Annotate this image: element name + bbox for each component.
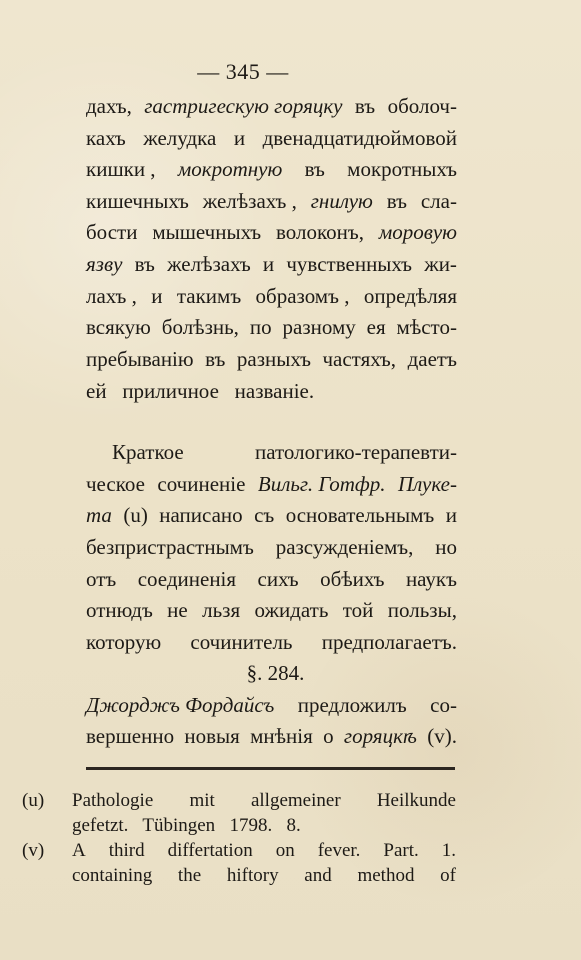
footnote-v-word-7: 1. xyxy=(441,840,456,861)
line-6-word-1: язву xyxy=(86,252,123,276)
footnote-v-line-1 xyxy=(22,839,456,863)
line-10-word-1: ей xyxy=(86,379,107,403)
line-10-word-3: названіе. xyxy=(234,379,315,403)
line-8-word-2: болѣзнь, xyxy=(161,315,239,339)
footnote-u-marker: (u) xyxy=(22,790,45,811)
body-line-13 xyxy=(86,503,457,527)
line-1-word-2: гастригескую горяцку xyxy=(144,94,343,118)
line-4-word-3: гнилую xyxy=(310,189,373,213)
footnote-u-line2-word-4: 8. xyxy=(286,815,301,836)
body-line-16 xyxy=(86,598,457,622)
line-12-word-4: Плуке- xyxy=(397,472,457,496)
body-line-8 xyxy=(86,315,457,339)
body-line-18 xyxy=(86,693,457,717)
footnote-v-line2-word-1: containing xyxy=(72,865,153,886)
line-19-word-6: (v). xyxy=(427,724,457,748)
body-line-14 xyxy=(86,535,457,559)
line-19-word-4: о xyxy=(323,724,334,748)
footnote-v-word-5: fever. xyxy=(317,840,361,861)
line-19-word-5: горяцкѣ xyxy=(343,724,417,748)
body-line-7 xyxy=(86,284,457,308)
body-line-1 xyxy=(86,94,457,118)
line-4-word-1: кишечныхъ xyxy=(86,189,189,213)
footnote-u-line2-word-3: 1798. xyxy=(229,815,273,836)
line-18-word-1: Джорджъ Фордайсъ xyxy=(86,693,275,717)
line-17-word-3: предполагаетъ. xyxy=(321,630,457,654)
line-11-word-2: патологико-терапевти- xyxy=(254,440,457,464)
footnote-v-line2-word-4: and xyxy=(304,865,332,886)
line-9-word-2: въ xyxy=(205,347,226,371)
line-13-word-4: съ xyxy=(254,503,275,527)
line-9-word-1: пребыванію xyxy=(86,347,194,371)
line-13-word-2: (u) xyxy=(123,503,148,527)
line-6-word-3: желѣзахъ xyxy=(167,252,251,276)
line-16-word-4: ожидать xyxy=(254,598,329,622)
body-line-15 xyxy=(86,567,457,591)
line-9-word-5: даетъ xyxy=(407,347,457,371)
body-line-9 xyxy=(86,347,457,371)
line-12-word-1: ческое xyxy=(86,472,145,496)
footnote-v-word-6: Part. xyxy=(383,840,419,861)
line-15-word-2: соединенія xyxy=(137,567,237,591)
line-8-word-1: всякую xyxy=(86,315,151,339)
line-17-word-1: которую xyxy=(86,630,162,654)
footnote-v-word-1: A xyxy=(72,840,86,861)
body-line-10 xyxy=(86,379,457,403)
line-17-word-2: сочинитель xyxy=(190,630,293,654)
line-9-word-3: разныхъ xyxy=(236,347,311,371)
line-19-word-1: вершенно xyxy=(86,724,175,748)
line-13-word-3: написано xyxy=(159,503,243,527)
body-line-11 xyxy=(112,440,457,464)
footnote-u-line2-word-1: gefetzt. xyxy=(72,815,129,836)
line-10-word-2: приличное xyxy=(122,379,219,403)
line-6-word-2: въ xyxy=(134,252,155,276)
body-line-17 xyxy=(86,630,457,654)
footnote-v-line2-word-2: the xyxy=(177,865,202,886)
footnote-u-line-2 xyxy=(72,814,452,838)
footnote-u-word-2: mit xyxy=(189,790,215,811)
line-16-word-1: отнюдъ xyxy=(86,598,153,622)
body-line-6 xyxy=(86,252,457,276)
footnote-v-word-3: differtation xyxy=(167,840,253,861)
footnote-rule xyxy=(86,767,455,770)
line-2-word-3: и xyxy=(233,126,246,150)
line-7-word-4: образомъ , xyxy=(255,284,350,308)
footnote-u-word-3: allgemeiner xyxy=(250,790,341,811)
line-5-word-3: волоконъ, xyxy=(276,220,364,244)
line-4-word-5: сла- xyxy=(420,189,457,213)
line-4-word-4: въ xyxy=(386,189,407,213)
line-7-word-5: опредѣляя xyxy=(363,284,457,308)
line-19-word-2: новыя xyxy=(184,724,240,748)
line-15-word-5: наукъ xyxy=(405,567,457,591)
line-5-word-1: бости xyxy=(86,220,138,244)
line-6-word-5: чувственныхъ xyxy=(286,252,412,276)
line-16-word-3: льзя xyxy=(202,598,241,622)
line-15-word-1: отъ xyxy=(86,567,117,591)
line-3-word-3: въ xyxy=(304,157,325,181)
line-13-word-5: основательнымъ xyxy=(285,503,435,527)
line-15-word-3: сихъ xyxy=(257,567,299,591)
footnote-u-word-1: Pathologie xyxy=(72,790,154,811)
line-7-word-3: такимъ xyxy=(176,284,242,308)
footnote-v-word-4: on xyxy=(275,840,295,861)
line-8-word-3: по xyxy=(249,315,272,339)
line-3-word-2: мокротную xyxy=(177,157,283,181)
footnote-v-line2-word-5: method xyxy=(357,865,415,886)
body-line-5 xyxy=(86,220,457,244)
body-line-12 xyxy=(86,472,457,496)
line-8-word-6: мѣсто- xyxy=(396,315,457,339)
footnote-v-line2-word-3: hiftory xyxy=(226,865,279,886)
line-2-word-2: желудка xyxy=(143,126,217,150)
line-5-word-2: мышечныхъ xyxy=(152,220,262,244)
footnote-u-word-4: Heilkunde xyxy=(376,790,456,811)
line-7-word-1: лахъ , xyxy=(86,284,137,308)
line-3-word-4: мокротныхъ xyxy=(347,157,457,181)
line-13-word-1: та xyxy=(86,503,112,527)
line-9-word-4: частяхъ, xyxy=(322,347,397,371)
line-8-word-5: ея xyxy=(366,315,386,339)
line-1-word-3: въ xyxy=(354,94,376,118)
line-14-word-3: но xyxy=(435,535,457,559)
line-6-word-6: жи- xyxy=(424,252,457,276)
line-6-word-4: и xyxy=(262,252,275,276)
line-18-word-3: со- xyxy=(430,693,457,717)
body-line-3 xyxy=(86,157,457,181)
line-8-word-4: разному xyxy=(282,315,356,339)
line-15-word-4: обѣихъ xyxy=(320,567,385,591)
line-16-word-2: не xyxy=(167,598,188,622)
footnote-v-word-2: third xyxy=(108,840,145,861)
line-19-word-3: мнѣнія xyxy=(250,724,313,748)
body-line-19 xyxy=(86,724,457,748)
line-12-word-2: сочиненіе xyxy=(157,472,246,496)
body-line-2 xyxy=(86,126,457,150)
line-5-word-4: моровую xyxy=(378,220,457,244)
footnote-v-line2-word-6: of xyxy=(440,865,456,886)
footnote-u-line-1 xyxy=(22,789,456,813)
footnote-v-line-2 xyxy=(72,864,456,888)
line-3-word-1: кишки , xyxy=(86,157,156,181)
footnote-v-marker: (v) xyxy=(22,840,45,861)
section-mark: §. 284. xyxy=(246,661,305,685)
line-16-word-6: пользы, xyxy=(387,598,457,622)
line-2-word-1: кахъ xyxy=(86,126,126,150)
line-11-word-1: Краткое xyxy=(112,440,184,464)
line-14-word-2: разсужденіемъ, xyxy=(275,535,414,559)
line-1-word-4: оболоч- xyxy=(387,94,457,118)
line-18-word-2: предложилъ xyxy=(297,693,407,717)
line-4-word-2: желѣзахъ , xyxy=(202,189,297,213)
line-2-word-4: двенадцатидюймовой xyxy=(262,126,457,150)
line-13-word-6: и xyxy=(445,503,457,527)
body-line-4 xyxy=(86,189,457,213)
line-12-word-3: Вильг. Готфр. xyxy=(257,472,386,496)
line-14-word-1: безпристрастнымъ xyxy=(86,535,254,559)
line-7-word-2: и xyxy=(151,284,163,308)
line-1-word-1: дахъ, xyxy=(86,94,132,118)
page-number: — 345 — xyxy=(197,59,289,84)
footnote-u-line2-word-2: Tübingen xyxy=(142,815,216,836)
line-16-word-5: той xyxy=(342,598,374,622)
